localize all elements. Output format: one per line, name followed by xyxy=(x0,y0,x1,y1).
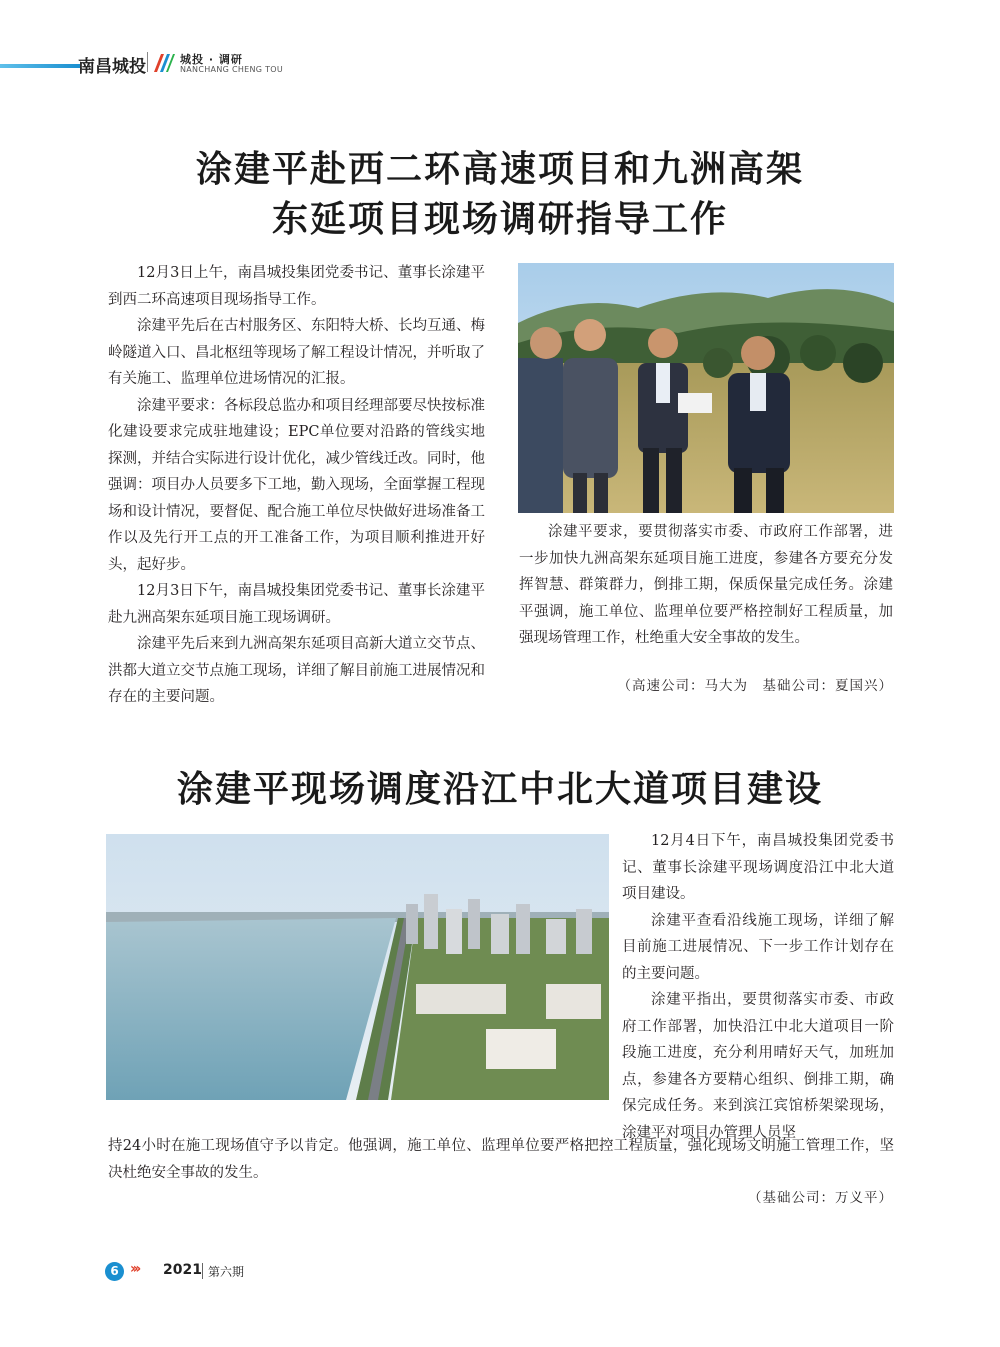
issue-year: 2021 xyxy=(163,1262,202,1278)
article2-paragraph: 涂建平查看沿线施工现场，详细了解目前施工进展情况、下一步工作计划存在的主要问题。 xyxy=(622,912,894,982)
section-title: 城投 · 调研 xyxy=(180,53,243,66)
header-accent-line xyxy=(0,64,80,68)
issue-number: 第六期 xyxy=(208,1265,245,1279)
caption-text: 涂建平要求，要贯彻落实市委、市政府工作部署，进一步加快九洲高架东延项目施工进度，参建各方要充分发挥智慧、群策群力，倒排工期，保质保量完成任务。涂建平强调，施工单位、监理单位要严格控制好工程质量，加强现场管理工作，杜绝重大安全事故的发生。 xyxy=(519,524,893,646)
article1-photo-caption xyxy=(519,519,893,652)
brand-logo-icon xyxy=(152,50,176,74)
article2-credit: （基础公司：万义平） xyxy=(748,1190,893,1206)
section-subtitle: NANCHANG CHENG TOU xyxy=(180,65,284,74)
header-divider xyxy=(147,52,148,72)
article1-photo xyxy=(518,263,894,513)
article2-paragraph: 涂建平指出，要贯彻落实市委、市政府工作部署，加快沿江中北大道项目一阶段施工进度，充分利用晴好天气，加班加点，参建各方要精心组织、倒排工期，确保完成任务。来到滨江宾馆桥架梁现场，涂建平对项目办管理人员坚 xyxy=(622,992,894,1141)
page-number: 6 xyxy=(105,1262,124,1281)
article2-title: 涂建平现场调度沿江中北大道项目建设 xyxy=(176,769,823,810)
arrows-icon: ››› xyxy=(130,1261,139,1277)
article2-paragraph: 12月4日下午，南昌城投集团党委书记、董事长涂建平现场调度沿江中北大道项目建设。 xyxy=(622,833,894,902)
article1-paragraph: 涂建平先后来到九洲高架东延项目高新大道立交节点、洪都大道立交节点施工现场，详细了解目前施工进展情况和存在的主要问题。 xyxy=(108,636,485,705)
article1-paragraph: 12月3日上午，南昌城投集团党委书记、董事长涂建平到西二环高速项目现场指导工作。 xyxy=(108,265,485,308)
article1-credit: （高速公司：马大为 基础公司：夏国兴） xyxy=(617,678,893,694)
article2-body xyxy=(622,828,894,1146)
article1-paragraph: 涂建平先后在古村服务区、东阳特大桥、长均互通、梅岭隧道入口、昌北枢纽等现场了解工程设计情况，并听取了有关施工、监理单位进场情况的汇报。 xyxy=(108,318,485,387)
article1-title-line2: 东延项目现场调研指导工作 xyxy=(271,199,728,240)
article1-paragraph: 12月3日下午，南昌城投集团党委书记、董事长涂建平赴九洲高架东延项目施工现场调研。 xyxy=(108,583,485,626)
article1-body xyxy=(108,260,485,711)
footer-divider xyxy=(202,1263,203,1279)
article2-paragraph-continued: 持24小时在施工现场值守予以肯定。他强调，施工单位、监理单位要严格把控工程质量，强化现场文明施工管理工作，坚决杜绝安全事故的发生。 xyxy=(108,1138,894,1181)
article1-paragraph: 涂建平要求：各标段总监办和项目经理部要尽快按标准化建设要求完成驻地建设；EPC单位要对沿路的管线实地探测，并结合实际进行设计优化，减少管线迁改。同时，他强调：项目办人员要多下工地，勤入现场，全面掌握工程现场和设计情况，要督促、配合施工单位尽快做好进场准备工作以及先行开工点的开工准备工作，为项目顺利推进开好头，起好步。 xyxy=(108,397,485,573)
article2-photo xyxy=(106,834,609,1100)
brand-name: 南昌城投 xyxy=(78,57,146,77)
article2-body-continued xyxy=(108,1133,894,1186)
article1-title-line1: 涂建平赴西二环高速项目和九洲高架 xyxy=(195,149,804,190)
